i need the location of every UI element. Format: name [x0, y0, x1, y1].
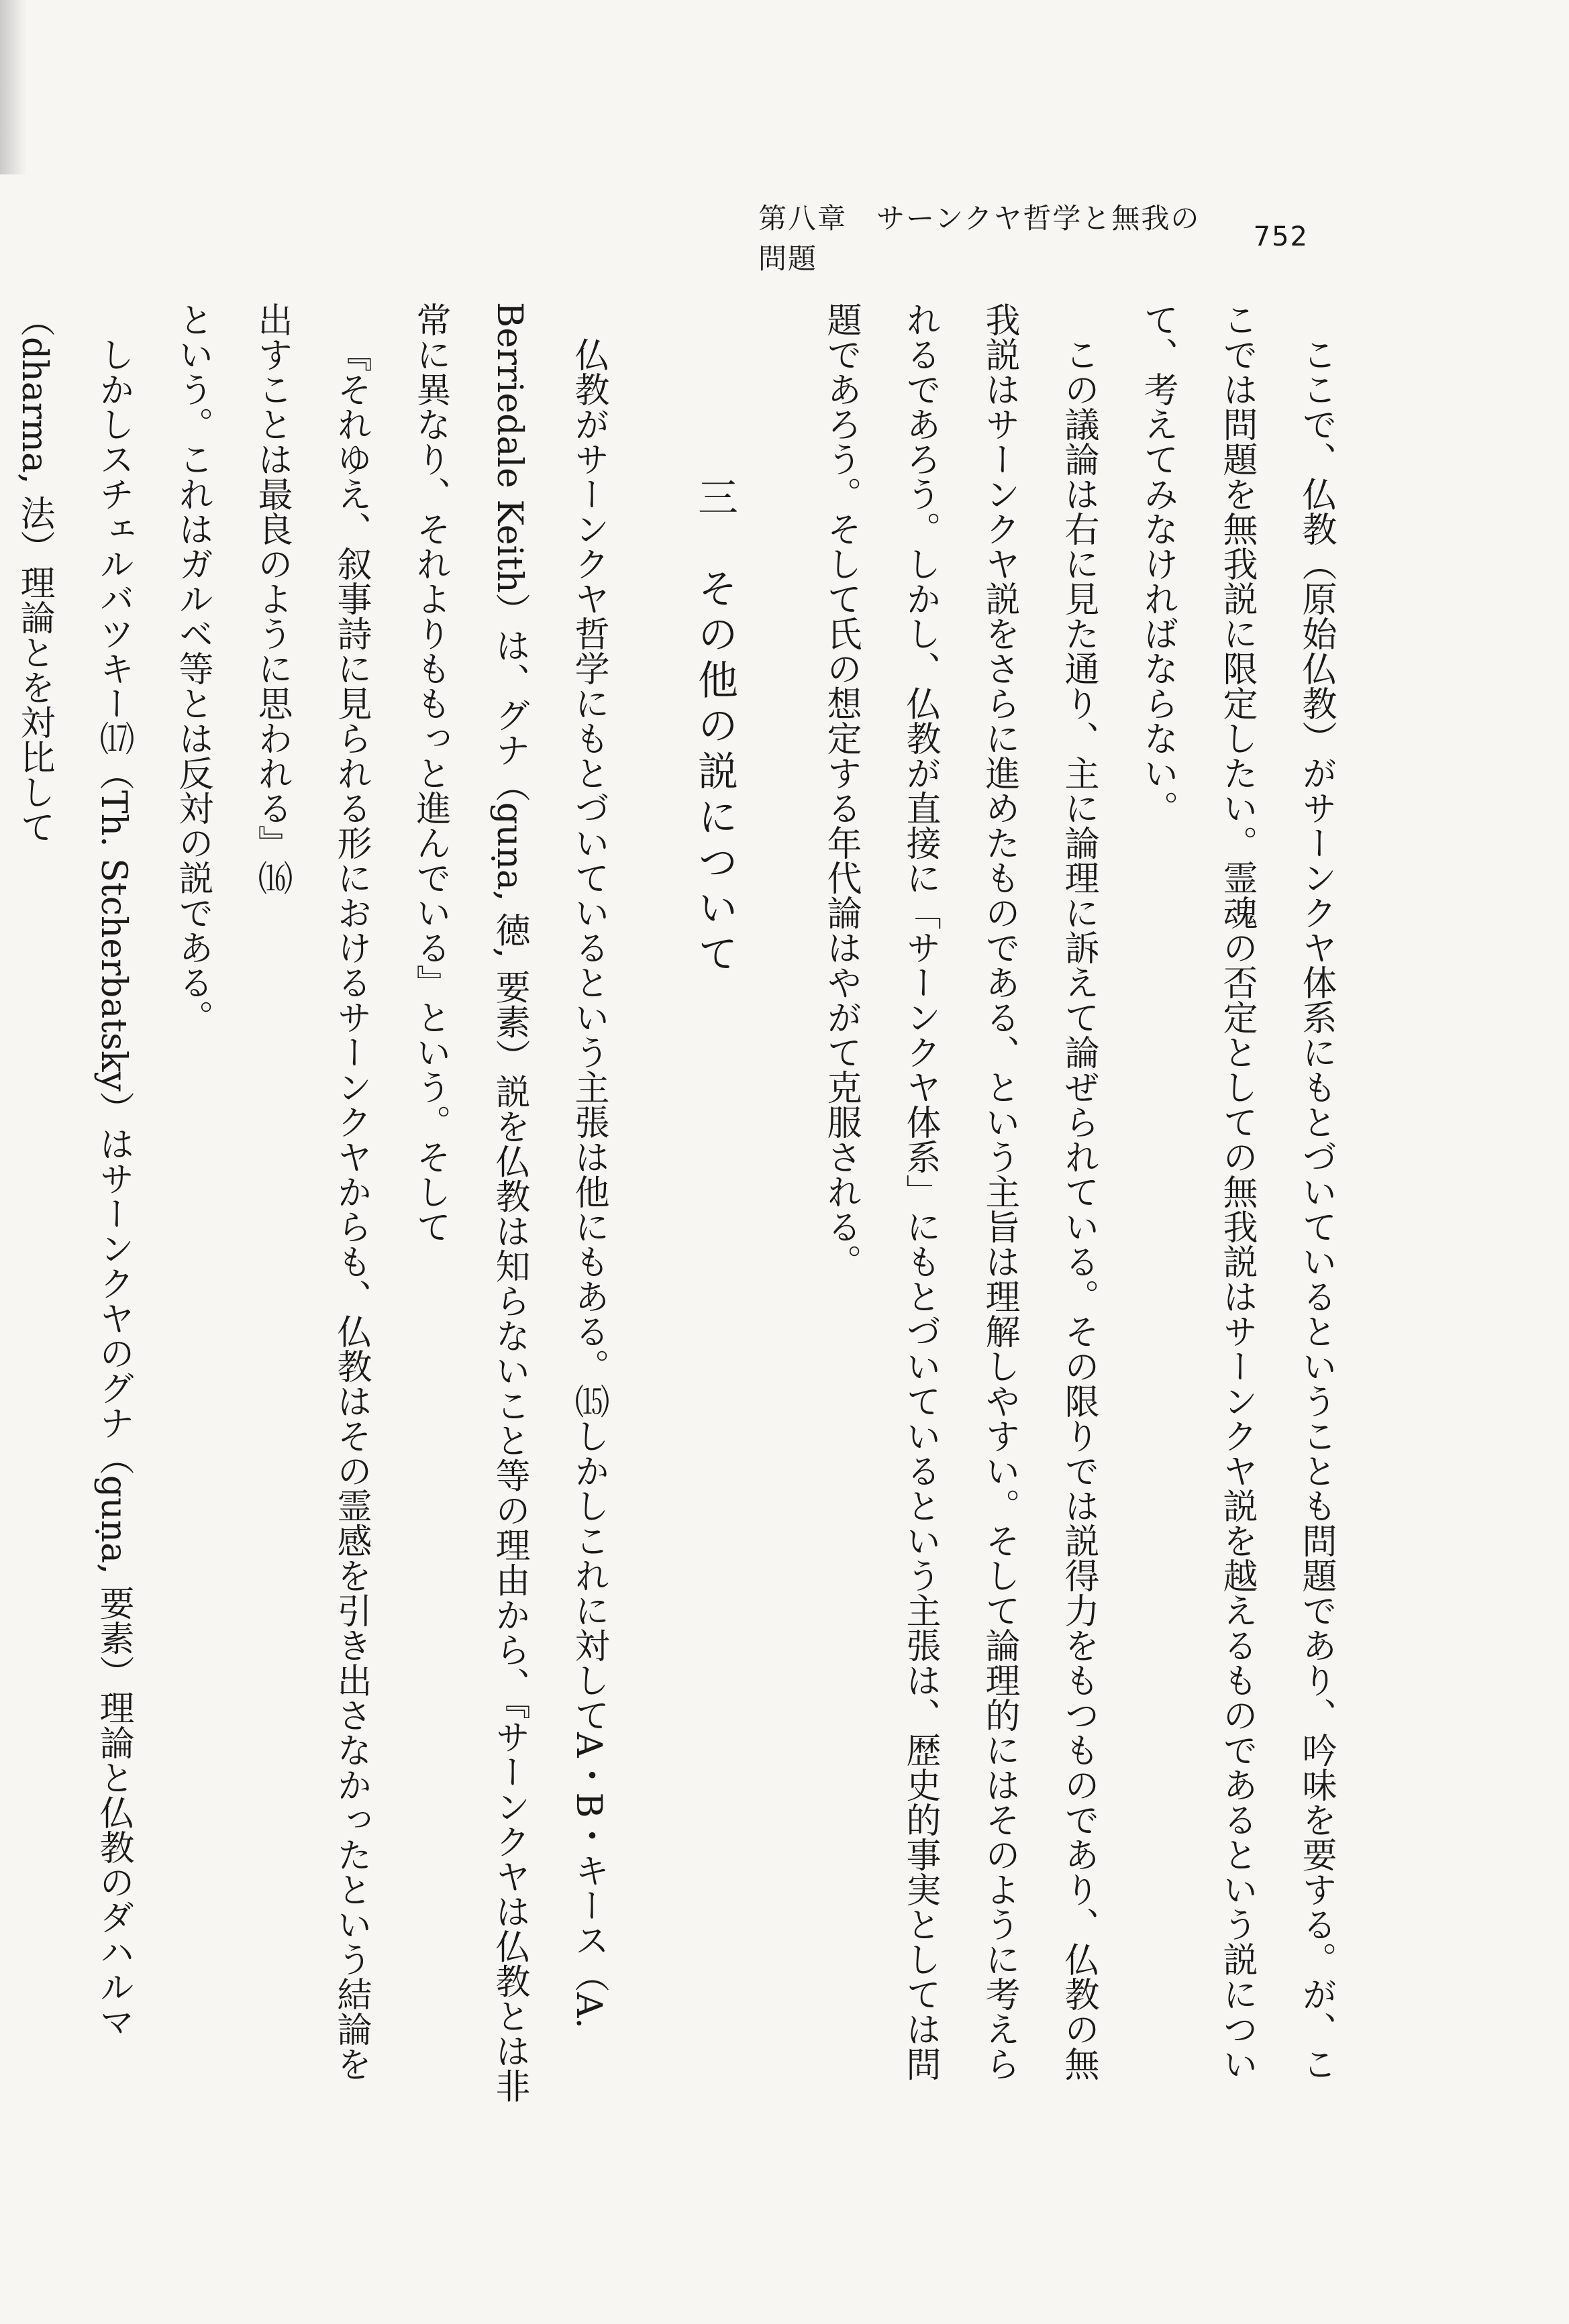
paragraph: しかしスチェルバツキー⒄（Th. Stcherbatsky）はサーンクヤのグナ（guṇa, 要素）理論と仏教のダハルマ（dharma, 法）理論とを対比して: [14, 302, 134, 2040]
page-number: 752: [1253, 221, 1309, 252]
paragraph: ここで、仏教（原始仏教）がサーンクヤ体系にもとづいているということも問題であり、吟味を要する。が、ここでは問題を無我説に限定したい。霊魂の否定としての無我説はサーンクヤ説を越えるものであるという説について、考えてみなければならない。: [1137, 302, 1336, 2081]
running-header: [758, 202, 1309, 275]
paragraph: という。これはガルベ等とは反対の説である。: [172, 302, 213, 1035]
paragraph: 仏教がサーンクヤ哲学にもとづいているという主張は他にもある。⒂しかしこれに対してA・B・キース（A. Berriedale Keith）は、グナ（guṇa, 徳, 要素）説を仏教は知らないこと等の理由から、『サーンクヤは仏教とは非常に異なり、それよりももっと進んでいる』という。そして: [410, 302, 609, 2103]
chapter-title: 第八章 サーンクヤ哲学と無我の問題: [758, 202, 1201, 275]
page-edge-shadow: [0, 0, 27, 174]
body-text: [14, 302, 1356, 2113]
section-heading: 三 その他の説について: [691, 476, 738, 978]
paragraph: この議論は右に見た通り、主に論理に訴えて論ぜられている。その限りでは説得力をもつものであり、仏教の無我説はサーンクヤ説をさらに進めたものである、という主旨は理解しやすい。そして論理的にはそのように考えられるであろう。しかし、仏教が直接に「サーンクヤ体系」にもとづいているという主張は、歴史的事実としては問題であろう。そして氏の想定する年代論はやがて克服される。: [821, 302, 1099, 2081]
quotation: 『それゆえ、叙事詩に見られる形におけるサーンクヤからも、仏教はその霊感を引き出さなかったという結論を出すことは最良のように思われる』⒃: [252, 302, 371, 2081]
